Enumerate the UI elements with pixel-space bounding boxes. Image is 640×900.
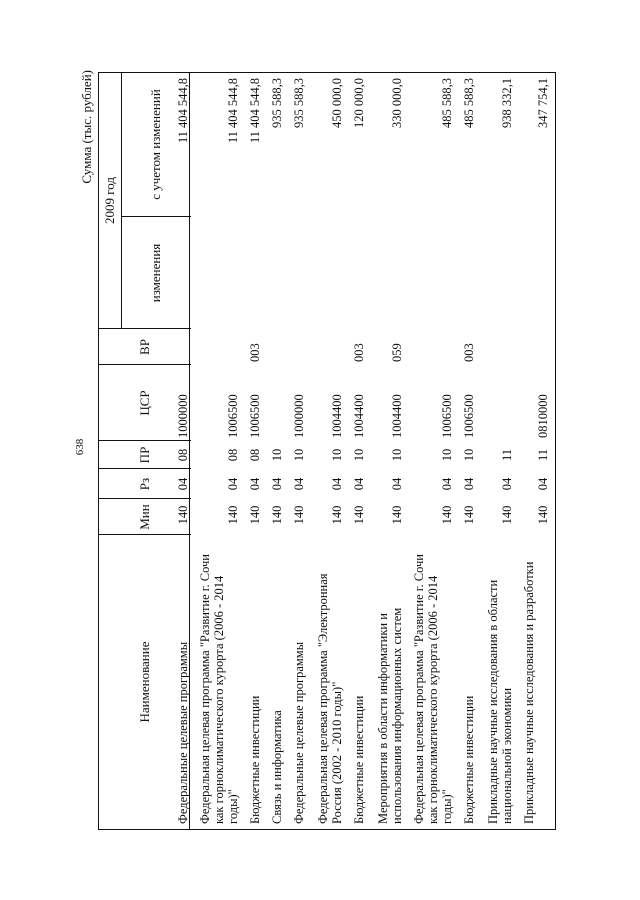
- row-total: 11 404 544,8: [248, 78, 262, 144]
- row-min: 140: [330, 505, 344, 525]
- row-csr: 1006500: [440, 394, 454, 438]
- header-csr: ЦСР: [137, 390, 152, 416]
- row-total: 120 000,0: [352, 78, 366, 128]
- row-name: Бюджетные инвестиции: [462, 695, 476, 824]
- row-total: 938 332,1: [500, 78, 514, 128]
- row-csr: 1004400: [352, 394, 366, 438]
- row-csr: 1006500: [248, 394, 262, 438]
- row-name: Прикладные научные исследования и разработки: [522, 561, 536, 824]
- table-row: [522, 70, 558, 830]
- header-pr: ПР: [137, 446, 152, 464]
- row-min: 140: [248, 505, 262, 525]
- row-min: 140: [292, 505, 306, 525]
- row-name: Прикладные научные исследования в области национальной экономики: [486, 579, 514, 824]
- row-name: Федеральная целевая программа "Развитие г. Сочи как горноклиматического курорта (2006 - 2014 годы)": [412, 554, 454, 824]
- row-vr: 003: [352, 343, 366, 362]
- header-year: 2009 год: [102, 177, 117, 224]
- row-rz: 04: [352, 477, 366, 491]
- row-rz: 04: [270, 477, 284, 491]
- row-rz: 04: [390, 477, 404, 491]
- row-csr: 0810000: [536, 394, 550, 438]
- row-min: 140: [440, 505, 454, 525]
- row-total: 935 588,3: [270, 78, 284, 128]
- header-vr: ВР: [137, 339, 152, 355]
- table-row: [486, 70, 522, 830]
- header-min: Мин: [137, 504, 152, 530]
- row-vr: 003: [248, 343, 262, 362]
- table-rows: [176, 70, 558, 830]
- row-name: Федеральная целевая программа "Электронная Россия (2002 - 2010 годы)": [316, 573, 344, 824]
- row-name: Бюджетные инвестиции: [248, 695, 262, 824]
- row-name: Бюджетные инвестиции: [352, 695, 366, 824]
- row-pr: 10: [270, 448, 284, 462]
- row-pr: 08: [176, 448, 190, 462]
- table-row: [292, 70, 316, 830]
- row-min: 140: [390, 505, 404, 525]
- row-total: 347 754,1: [536, 78, 550, 128]
- row-rz: 04: [536, 477, 550, 491]
- row-total: 330 000,0: [390, 78, 404, 128]
- row-csr: 1004400: [390, 394, 404, 438]
- row-total: 485 588,3: [462, 78, 476, 128]
- row-name: Федеральные целевые программы: [292, 641, 306, 824]
- row-min: 140: [500, 505, 514, 525]
- row-total: 11 404 544,8: [226, 78, 240, 144]
- row-rz: 04: [440, 477, 454, 491]
- units-caption: Сумма (тыс. рублей): [79, 70, 94, 184]
- row-pr: 10: [292, 448, 306, 462]
- header-rz: Рз: [137, 477, 152, 491]
- row-name: Федеральная целевая программа "Развитие г. Сочи как горноклиматического курорта (2006 - 2014 годы)": [198, 554, 240, 824]
- row-rz: 04: [226, 477, 240, 491]
- row-vr: 003: [462, 343, 476, 362]
- row-pr: 10: [390, 448, 404, 462]
- row-rz: 04: [176, 477, 190, 491]
- row-csr: 1000000: [292, 394, 306, 438]
- table-row: [176, 70, 198, 830]
- row-csr: 1000000: [176, 394, 190, 438]
- row-min: 140: [536, 505, 550, 525]
- row-total: 935 588,3: [292, 78, 306, 128]
- row-min: 140: [226, 505, 240, 525]
- row-vr: 059: [390, 343, 404, 362]
- row-csr: 1004400: [330, 394, 344, 438]
- row-min: 140: [270, 505, 284, 525]
- row-pr: 11: [536, 448, 550, 462]
- row-pr: 10: [330, 448, 344, 462]
- row-pr: 10: [462, 448, 476, 462]
- header-name: Наименование: [137, 641, 152, 723]
- row-pr: 08: [226, 448, 240, 462]
- row-total: 485 588,3: [440, 78, 454, 128]
- table-row: [198, 70, 248, 830]
- row-csr: 1006500: [226, 394, 240, 438]
- table-row: [376, 70, 412, 830]
- table-row: [352, 70, 376, 830]
- rotated-page: [80, 70, 560, 830]
- row-total: 11 404 544,8: [176, 78, 190, 144]
- page-number: 638: [74, 438, 86, 456]
- row-rz: 04: [292, 477, 306, 491]
- row-name: Мероприятия в области информатики и использования информационных систем: [376, 607, 404, 824]
- row-pr: 11: [500, 448, 514, 462]
- row-total: 450 000,0: [330, 78, 344, 128]
- table-row: [316, 70, 352, 830]
- row-min: 140: [352, 505, 366, 525]
- row-rz: 04: [500, 477, 514, 491]
- row-pr: 10: [440, 448, 454, 462]
- row-pr: 08: [248, 448, 262, 462]
- header-with-changes: с учетом изменений: [148, 89, 163, 200]
- row-csr: 1006500: [462, 394, 476, 438]
- row-min: 140: [176, 505, 190, 525]
- table-row: [270, 70, 292, 830]
- row-min: 140: [462, 505, 476, 525]
- row-rz: 04: [330, 477, 344, 491]
- row-pr: 10: [352, 448, 366, 462]
- table-row: [248, 70, 270, 830]
- header-changes: изменения: [148, 243, 163, 303]
- row-name: Федеральные целевые программы: [176, 641, 190, 824]
- table-row: [412, 70, 462, 830]
- row-rz: 04: [462, 477, 476, 491]
- table-row: [462, 70, 486, 830]
- row-name: Связь и информатика: [270, 710, 284, 824]
- row-rz: 04: [248, 477, 262, 491]
